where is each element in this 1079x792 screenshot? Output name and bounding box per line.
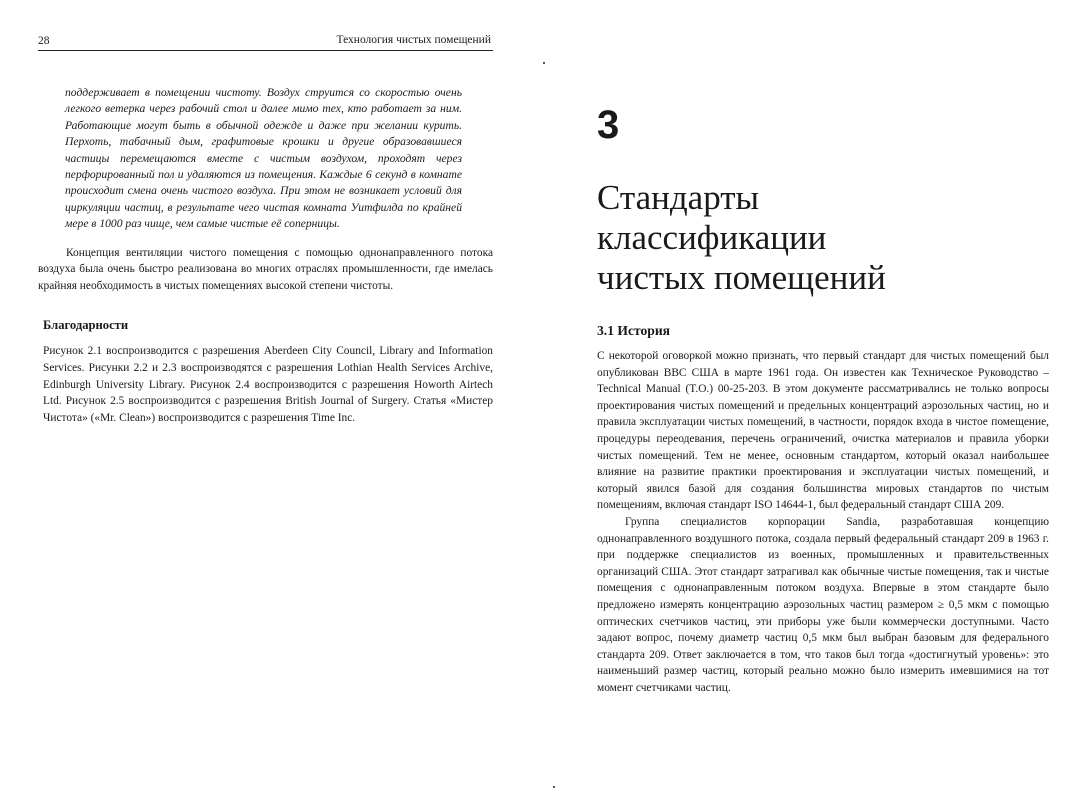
section-body (597, 348, 1049, 696)
page-number: 28 (38, 35, 50, 47)
chapter-title-line: чистых помещений (597, 258, 886, 297)
scan-speck (543, 62, 545, 64)
body-paragraph: Группа специалистов корпорации Sandia, разработавшая концепцию однонаправленного воздушного потока, создала первый федеральный стандарт 209 в 1963 г. при поддержке специалистов из военных, промышленных и правительственных организаций США. Этот стандарт затрагивал как обычные чистые помещения, так и чистые помещения с однонаправленным потоком воздуха. Впервые в этом стандарте было предложено измерять концентрацию аэрозольных частиц размером ≥ 0,5 мкм с помощью оптических счетчиков частиц, эти приборы уже были коммерчески доступными. Часто задают вопрос, почему диаметр частиц 0,5 мкм был выбран базовым для федерального стандарта 209. Ответ заключается в том, что таков был тогда «достигнутый уровень»: это наименьший размер частиц, который реально можно было измерить имевшимися на тот момент счетчиками частиц. (597, 515, 1049, 694)
section-heading: 3.1 История (597, 323, 671, 338)
left-page (38, 30, 493, 426)
running-title: Технология чистых помещений (336, 34, 491, 46)
chapter-title-line: классификации (597, 218, 827, 257)
body-paragraph: Концепция вентиляции чистого помещения с помощью однонаправленного потока воздуха была очень быстро реализована во многих отраслях промышленности, где имелась крайняя необходимость в чистых помещениях высокой степени чистоты. (38, 246, 493, 292)
page-header (38, 30, 493, 51)
chapter-number: 3 (597, 103, 620, 147)
acknowledgements-heading: Благодарности (43, 318, 129, 333)
scan-speck (553, 786, 555, 788)
italic-quote: поддерживает в помещении чистоту. Воздух струится со скоростью очень легкого ветерка через рабочий стол и далее мимо тех, кто работает за ним. Работающие могут быть в обычной одежде и даже при желании курить. Перхоть, табачный дым, графитовые крошки и другие образовавшиеся частицы перемещаются вместе с чистым воздухом, проходят через перфорированный пол и удаляются из помещения. Каждые 6 секунд в комнате происходит смена очень чистого воздуха. При этом не возникает условий для циркуляции частиц, в результате чего чистая комната Уитфилда по крайней мере в 1000 раз чище, чем самые чистые её соперницы. (65, 86, 462, 231)
body-paragraph: С некоторой оговоркой можно признать, что первый стандарт для чистых помещений был опубликован ВВС США в марте 1961 года. Он известен как Техническое Руководство – Technical Manual (T.O.) 00-25-203. В этом документе рассматривались не только вопросы проектирования чистых помещений и предельных концентраций аэрозольных частиц, но и правила эксплуатации чистых помещений, в частности, порядок входа в чистое помещение, процедуры переодевания, перечень ограничений, очистка материалов и правила уборки чистых помещений. Тем не менее, основным стандартом, который оказал наибольшее влияние на развитие практики проектирования и эксплуатации чистых помещений, и который явился базой для создания большинства мировых стандартов по чистым помещениям, включая стандарт ISO 14644-1, был федеральный стандарт США 209. (597, 350, 1049, 512)
chapter-title-line: Стандарты (597, 178, 760, 217)
acknowledgements-text: Рисунок 2.1 воспроизводится с разрешения Aberdeen City Council, Library and Information Services. Рисунки 2.2 и 2.3 воспроизводятся с разрешения Lothian Health Services Archive, Edinburgh University Library. Рисунок 2.4 воспроизводится с разрешения Howorth Airtech Ltd. Рисунок 2.5 воспроизводится с разрешения British Journal of Surgery. Статья «Мистер Чистота» («Mr. Clean») воспроизводится с разрешения Time Inc. (43, 345, 493, 424)
chapter-title (597, 178, 1049, 298)
